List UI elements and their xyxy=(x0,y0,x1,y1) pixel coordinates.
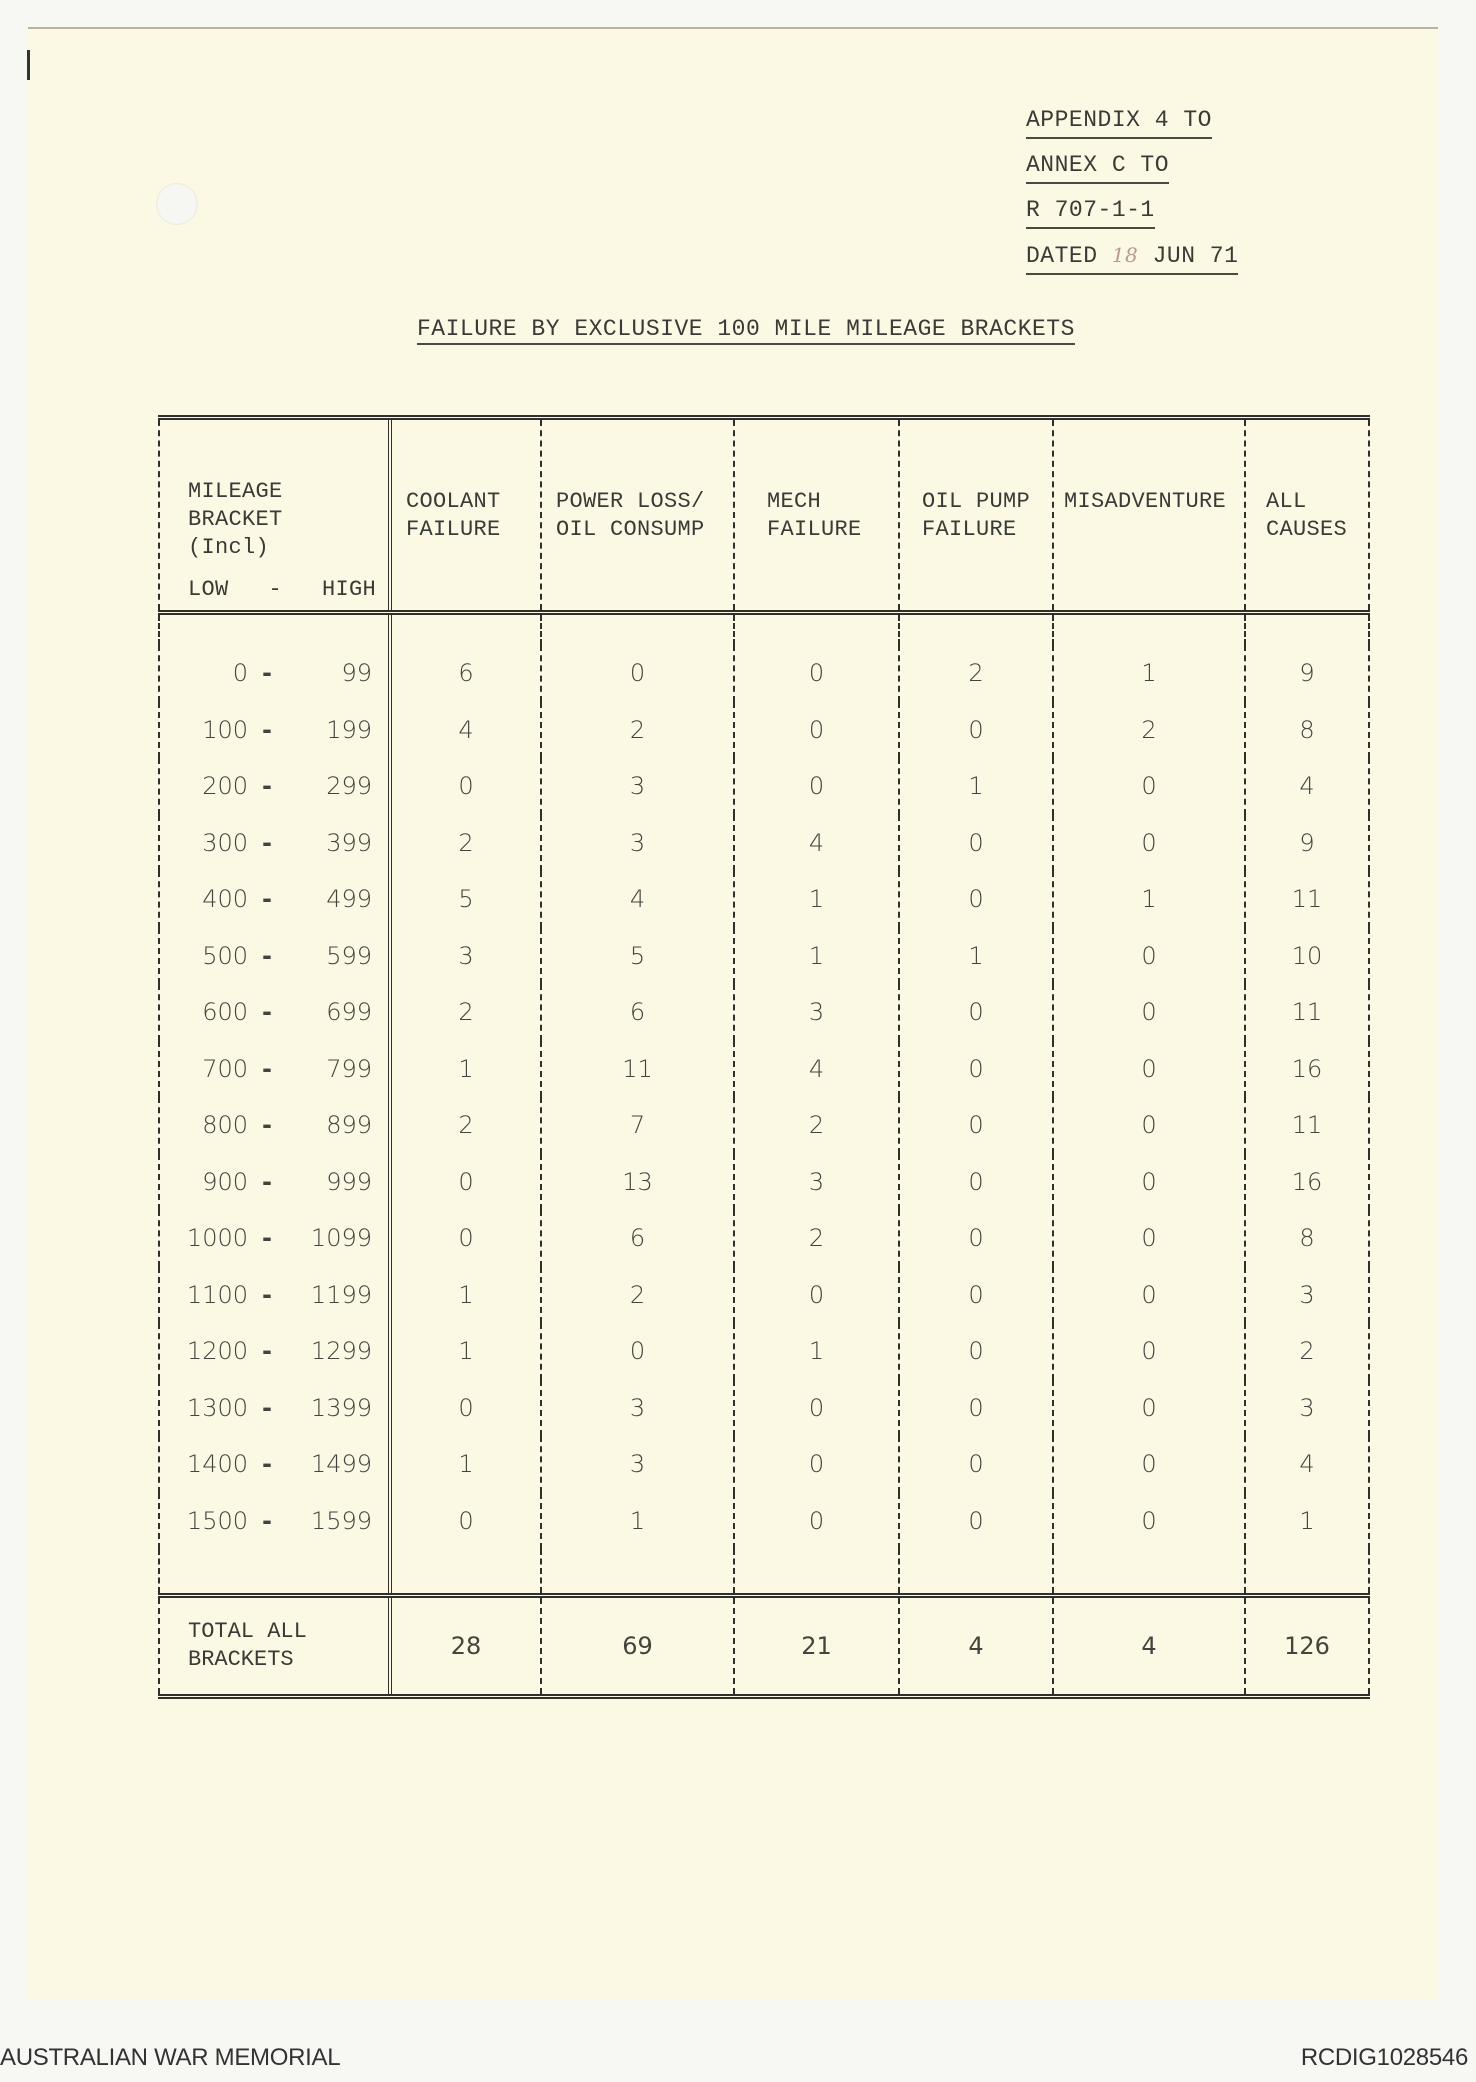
cell-coolant: 2 xyxy=(390,984,541,1041)
bracket-sep: - xyxy=(262,885,272,914)
cell-oil-pump: 2 xyxy=(899,645,1053,702)
cell-power-loss: 2 xyxy=(541,702,734,759)
cell-misadventure: 0 xyxy=(1053,1097,1245,1154)
bracket-high: 1199 xyxy=(310,1280,372,1309)
cell-misadventure: 0 xyxy=(1053,1210,1245,1267)
bracket-range xyxy=(160,1224,388,1252)
bracket-sep: - xyxy=(262,1393,272,1422)
cell-oil-pump: 0 xyxy=(899,702,1053,759)
cell-coolant: 4 xyxy=(390,702,541,759)
bracket-low: 1100 xyxy=(186,1280,248,1309)
cell-power-loss: 3 xyxy=(541,815,734,872)
bracket-high: 1599 xyxy=(310,1506,372,1535)
cell-oil-pump: 1 xyxy=(899,928,1053,985)
bracket-sep: - xyxy=(262,1054,272,1083)
cell-all-causes: 2 xyxy=(1245,1323,1369,1380)
cell-oil-pump: 0 xyxy=(899,984,1053,1041)
cell-misadventure: 0 xyxy=(1053,1323,1245,1380)
cell-oil-pump: 1 xyxy=(899,758,1053,815)
bracket-range xyxy=(160,1337,388,1365)
cell-bracket xyxy=(159,1267,390,1324)
total-row xyxy=(159,1596,1369,1697)
table-row xyxy=(159,871,1369,928)
bracket-sep: - xyxy=(262,1280,272,1309)
bracket-high: 199 xyxy=(326,715,372,744)
bracket-low: 100 xyxy=(202,715,248,744)
header-text: MILEAGE xyxy=(188,479,283,504)
cell-coolant: 1 xyxy=(390,1041,541,1098)
cell-misadventure: 0 xyxy=(1053,1041,1245,1098)
cell-bracket xyxy=(159,815,390,872)
cell-all-causes: 11 xyxy=(1245,871,1369,928)
table-row xyxy=(159,1097,1369,1154)
cell-mech: 4 xyxy=(734,1041,899,1098)
cell-coolant: 1 xyxy=(390,1436,541,1493)
bracket-low: 1000 xyxy=(186,1224,248,1253)
bracket-range xyxy=(160,1168,388,1196)
cell-all-causes: 3 xyxy=(1245,1380,1369,1437)
cell-mech: 0 xyxy=(734,1380,899,1437)
table-row xyxy=(159,1210,1369,1267)
table-row xyxy=(159,1436,1369,1493)
table-header-row xyxy=(159,418,1369,613)
cell-mech: 2 xyxy=(734,1097,899,1154)
bracket-high: 1099 xyxy=(310,1224,372,1253)
bracket-high: 999 xyxy=(326,1167,372,1196)
cell-power-loss: 13 xyxy=(541,1154,734,1211)
header-text: FAILURE xyxy=(767,517,862,542)
failure-table xyxy=(158,415,1370,1699)
cell-oil-pump: 0 xyxy=(899,1380,1053,1437)
cell-all-causes: 8 xyxy=(1245,1210,1369,1267)
cell-coolant: 5 xyxy=(390,871,541,928)
bracket-low: 0 xyxy=(232,659,248,688)
bracket-range xyxy=(160,1055,388,1083)
bracket-high: 399 xyxy=(326,828,372,857)
header-mech-failure xyxy=(734,418,899,613)
bracket-low: 1500 xyxy=(186,1506,248,1535)
bracket-range xyxy=(160,942,388,970)
table-row xyxy=(159,984,1369,1041)
table-row xyxy=(159,1041,1369,1098)
total-oil-pump: 4 xyxy=(899,1596,1053,1697)
cell-oil-pump: 0 xyxy=(899,871,1053,928)
header-text: CAUSES xyxy=(1266,517,1348,542)
cell-coolant: 1 xyxy=(390,1323,541,1380)
cell-bracket xyxy=(159,871,390,928)
cell-all-causes: 3 xyxy=(1245,1267,1369,1324)
cell-power-loss: 1 xyxy=(541,1493,734,1550)
cell-all-causes: 9 xyxy=(1245,645,1369,702)
dated-day-handwritten: 18 xyxy=(1111,243,1139,267)
cell-bracket xyxy=(159,702,390,759)
cell-bracket xyxy=(159,1436,390,1493)
archive-id: RCDIG1028546 xyxy=(1300,2044,1468,2071)
bracket-sep: - xyxy=(262,659,272,688)
total-label-line: BRACKETS xyxy=(188,1647,294,1672)
bracket-range xyxy=(160,885,388,913)
cell-misadventure: 0 xyxy=(1053,1380,1245,1437)
bracket-range xyxy=(160,1394,388,1422)
cell-mech: 1 xyxy=(734,928,899,985)
bracket-low: 300 xyxy=(202,828,248,857)
bracket-high: 1399 xyxy=(310,1393,372,1422)
bracket-low: 400 xyxy=(202,885,248,914)
punch-hole xyxy=(156,183,198,225)
cell-power-loss: 5 xyxy=(541,928,734,985)
cell-power-loss: 6 xyxy=(541,1210,734,1267)
bracket-sep: - xyxy=(262,1506,272,1535)
cell-mech: 2 xyxy=(734,1210,899,1267)
cell-power-loss: 0 xyxy=(541,1323,734,1380)
bracket-sep: - xyxy=(262,828,272,857)
cell-oil-pump: 0 xyxy=(899,1210,1053,1267)
cell-all-causes: 16 xyxy=(1245,1154,1369,1211)
bracket-sep: - xyxy=(262,1167,272,1196)
header-mileage-bracket xyxy=(159,418,390,613)
bracket-high: 599 xyxy=(326,941,372,970)
cell-all-causes: 16 xyxy=(1245,1041,1369,1098)
cell-all-causes: 10 xyxy=(1245,928,1369,985)
cell-power-loss: 7 xyxy=(541,1097,734,1154)
bracket-sep: - xyxy=(262,772,272,801)
cell-mech: 3 xyxy=(734,1154,899,1211)
header-text: OIL PUMP xyxy=(922,489,1031,514)
header-text: FAILURE xyxy=(406,517,501,542)
dated-suffix: JUN 71 xyxy=(1152,243,1239,269)
bracket-range xyxy=(160,998,388,1026)
header-text: MECH xyxy=(767,489,822,514)
header-text: ALL xyxy=(1266,489,1307,514)
cell-mech: 0 xyxy=(734,645,899,702)
cell-mech: 3 xyxy=(734,984,899,1041)
cell-bracket xyxy=(159,984,390,1041)
bracket-low: 600 xyxy=(202,998,248,1027)
appendix-line: APPENDIX 4 TO xyxy=(1026,103,1212,139)
cell-bracket xyxy=(159,1380,390,1437)
cell-mech: 0 xyxy=(734,1267,899,1324)
header-text: FAILURE xyxy=(922,517,1017,542)
bracket-low: 1300 xyxy=(186,1393,248,1422)
bracket-high: 799 xyxy=(326,1054,372,1083)
cell-all-causes: 8 xyxy=(1245,702,1369,759)
bracket-high: 1499 xyxy=(310,1450,372,1479)
bracket-sep: - xyxy=(262,1224,272,1253)
cell-misadventure: 1 xyxy=(1053,645,1245,702)
total-misadventure: 4 xyxy=(1053,1596,1245,1697)
bracket-range xyxy=(160,1281,388,1309)
header-high: HIGH xyxy=(321,577,376,602)
cell-oil-pump: 0 xyxy=(899,1097,1053,1154)
cell-mech: 1 xyxy=(734,871,899,928)
cell-power-loss: 2 xyxy=(541,1267,734,1324)
header-text: (Incl) xyxy=(188,535,270,560)
bracket-high: 899 xyxy=(326,1111,372,1140)
cell-coolant: 0 xyxy=(390,758,541,815)
cell-power-loss: 3 xyxy=(541,1436,734,1493)
cell-coolant: 3 xyxy=(390,928,541,985)
cell-all-causes: 9 xyxy=(1245,815,1369,872)
cell-oil-pump: 0 xyxy=(899,1154,1053,1211)
total-mech: 21 xyxy=(734,1596,899,1697)
table-row xyxy=(159,928,1369,985)
cell-misadventure: 0 xyxy=(1053,1493,1245,1550)
cell-bracket xyxy=(159,1154,390,1211)
table-spacer xyxy=(159,1549,1369,1596)
cell-coolant: 0 xyxy=(390,1493,541,1550)
bracket-high: 499 xyxy=(326,885,372,914)
cell-power-loss: 4 xyxy=(541,871,734,928)
header-text: COOLANT xyxy=(406,489,501,514)
header-text: OIL CONSUMP xyxy=(556,517,705,542)
bracket-range xyxy=(160,829,388,857)
header-text: BRACKET xyxy=(188,507,283,532)
cell-misadventure: 0 xyxy=(1053,1154,1245,1211)
cell-mech: 0 xyxy=(734,1493,899,1550)
cell-coolant: 0 xyxy=(390,1380,541,1437)
cell-coolant: 0 xyxy=(390,1210,541,1267)
bracket-sep: - xyxy=(262,941,272,970)
cell-all-causes: 4 xyxy=(1245,1436,1369,1493)
cell-bracket xyxy=(159,928,390,985)
cell-all-causes: 4 xyxy=(1245,758,1369,815)
cell-oil-pump: 0 xyxy=(899,1323,1053,1380)
table-row xyxy=(159,1380,1369,1437)
cell-oil-pump: 0 xyxy=(899,815,1053,872)
bracket-low: 1200 xyxy=(186,1337,248,1366)
cell-coolant: 2 xyxy=(390,815,541,872)
cell-misadventure: 0 xyxy=(1053,928,1245,985)
cell-misadventure: 0 xyxy=(1053,1436,1245,1493)
bracket-low: 200 xyxy=(202,772,248,801)
header-misadventure xyxy=(1053,418,1245,613)
bracket-sep: - xyxy=(262,998,272,1027)
cell-power-loss: 0 xyxy=(541,645,734,702)
bracket-range xyxy=(160,772,388,800)
cell-mech: 0 xyxy=(734,758,899,815)
table-row xyxy=(159,1323,1369,1380)
cell-power-loss: 6 xyxy=(541,984,734,1041)
table-row xyxy=(159,702,1369,759)
cell-power-loss: 3 xyxy=(541,758,734,815)
cell-all-causes: 1 xyxy=(1245,1493,1369,1550)
cell-bracket xyxy=(159,1323,390,1380)
bracket-range xyxy=(160,1507,388,1535)
bracket-high: 299 xyxy=(326,772,372,801)
table-row xyxy=(159,758,1369,815)
bracket-low: 700 xyxy=(202,1054,248,1083)
cell-all-causes: 11 xyxy=(1245,1097,1369,1154)
appendix-reference xyxy=(1026,103,1238,284)
dated-prefix: DATED xyxy=(1026,243,1098,269)
cell-all-causes: 11 xyxy=(1245,984,1369,1041)
cell-oil-pump: 0 xyxy=(899,1493,1053,1550)
header-low: LOW xyxy=(188,577,229,602)
bracket-sep: - xyxy=(262,715,272,744)
total-all-causes: 126 xyxy=(1245,1596,1369,1697)
bracket-range xyxy=(160,1111,388,1139)
cell-coolant: 0 xyxy=(390,1154,541,1211)
bracket-sep: - xyxy=(262,1337,272,1366)
header-sep: - xyxy=(268,577,282,602)
header-oil-pump-failure xyxy=(899,418,1053,613)
cell-coolant: 2 xyxy=(390,1097,541,1154)
table-row xyxy=(159,645,1369,702)
bracket-range xyxy=(160,659,388,687)
cell-mech: 0 xyxy=(734,702,899,759)
cell-coolant: 6 xyxy=(390,645,541,702)
edge-mark xyxy=(27,50,30,80)
bracket-low: 800 xyxy=(202,1111,248,1140)
regulation-line: R 707-1-1 xyxy=(1026,193,1155,229)
cell-bracket xyxy=(159,758,390,815)
cell-oil-pump: 0 xyxy=(899,1267,1053,1324)
total-label xyxy=(159,1596,390,1697)
cell-oil-pump: 0 xyxy=(899,1436,1053,1493)
low-high-labels xyxy=(188,576,388,604)
header-power-loss xyxy=(541,418,734,613)
total-power-loss: 69 xyxy=(541,1596,734,1697)
header-all-causes xyxy=(1245,418,1369,613)
cell-bracket xyxy=(159,645,390,702)
cell-misadventure: 0 xyxy=(1053,758,1245,815)
table-row xyxy=(159,1154,1369,1211)
cell-bracket xyxy=(159,1493,390,1550)
archive-name: AUSTRALIAN WAR MEMORIAL xyxy=(0,2044,341,2071)
cell-power-loss: 3 xyxy=(541,1380,734,1437)
cell-bracket xyxy=(159,1097,390,1154)
table-row xyxy=(159,1267,1369,1324)
cell-oil-pump: 0 xyxy=(899,1041,1053,1098)
bracket-sep: - xyxy=(262,1111,272,1140)
bracket-low: 900 xyxy=(202,1167,248,1196)
total-label-line: TOTAL ALL xyxy=(188,1619,307,1644)
table-row xyxy=(159,815,1369,872)
document-title: FAILURE BY EXCLUSIVE 100 MILE MILEAGE BRACKETS xyxy=(417,316,1075,345)
header-text: MISADVENTURE xyxy=(1064,489,1227,514)
cell-misadventure: 2 xyxy=(1053,702,1245,759)
cell-mech: 1 xyxy=(734,1323,899,1380)
cell-bracket xyxy=(159,1041,390,1098)
cell-misadventure: 0 xyxy=(1053,1267,1245,1324)
table-row xyxy=(159,1493,1369,1550)
bracket-low: 1400 xyxy=(186,1450,248,1479)
cell-coolant: 1 xyxy=(390,1267,541,1324)
table-spacer xyxy=(159,613,1369,646)
bracket-range xyxy=(160,1450,388,1478)
bracket-low: 500 xyxy=(202,941,248,970)
annex-line: ANNEX C TO xyxy=(1026,148,1169,184)
header-text: POWER LOSS/ xyxy=(556,489,705,514)
dated-line xyxy=(1026,238,1238,275)
cell-misadventure: 1 xyxy=(1053,871,1245,928)
cell-misadventure: 0 xyxy=(1053,815,1245,872)
cell-bracket xyxy=(159,1210,390,1267)
cell-misadventure: 0 xyxy=(1053,984,1245,1041)
total-coolant: 28 xyxy=(390,1596,541,1697)
bracket-range xyxy=(160,716,388,744)
bracket-sep: - xyxy=(262,1450,272,1479)
cell-power-loss: 11 xyxy=(541,1041,734,1098)
header-coolant-failure xyxy=(390,418,541,613)
cell-mech: 0 xyxy=(734,1436,899,1493)
bracket-high: 699 xyxy=(326,998,372,1027)
cell-mech: 4 xyxy=(734,815,899,872)
bracket-high: 99 xyxy=(341,659,372,688)
bracket-high: 1299 xyxy=(310,1337,372,1366)
